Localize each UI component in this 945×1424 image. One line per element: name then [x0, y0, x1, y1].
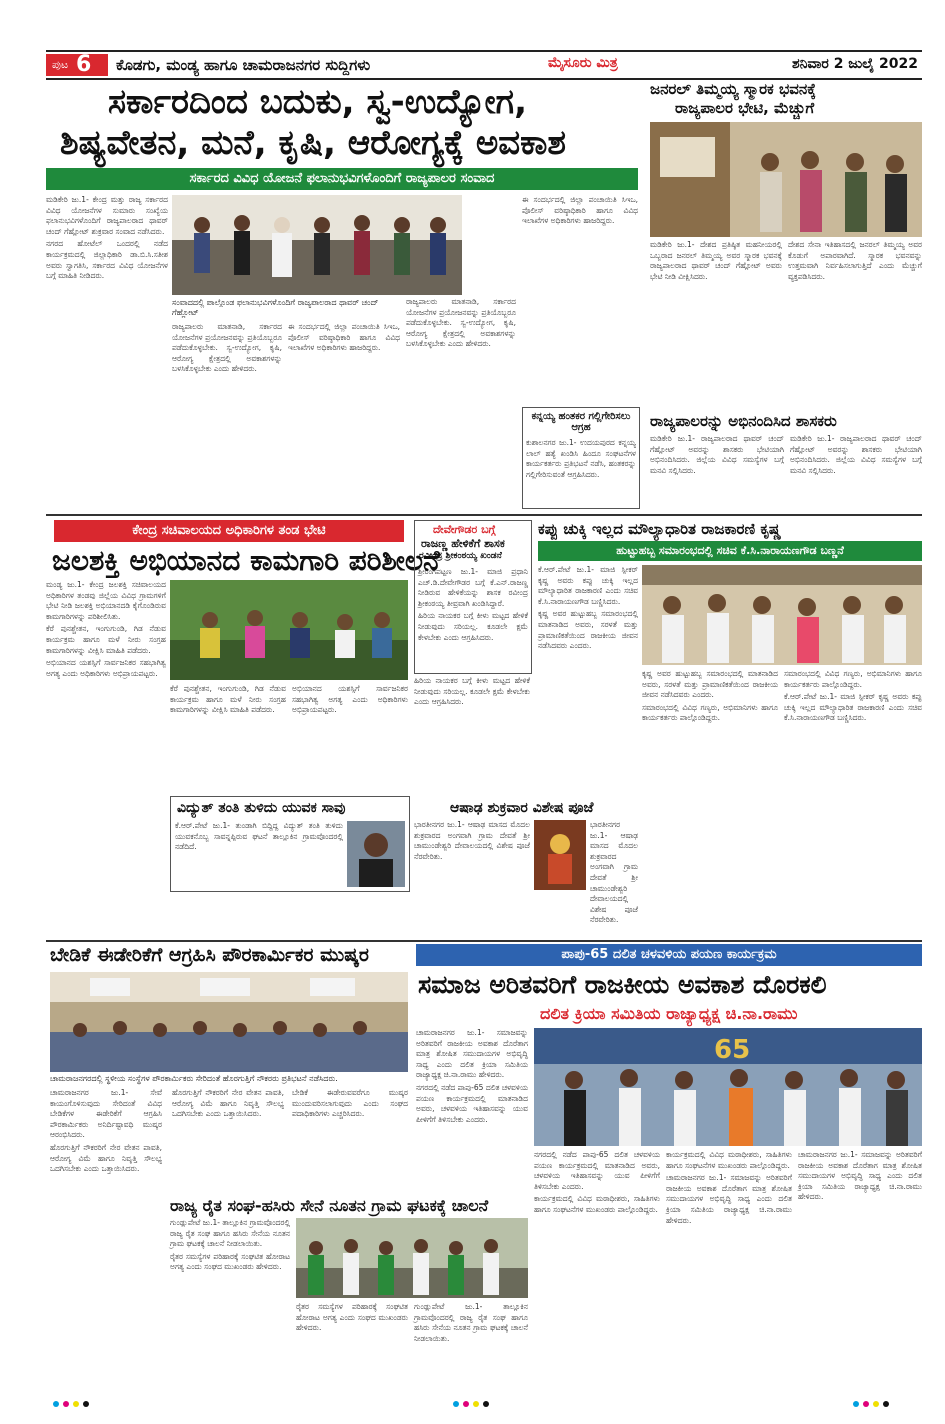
story5-column-1 [46, 580, 166, 890]
story2-column-2 [788, 240, 922, 408]
story-paragraph: ರೈತರ ಸಮಸ್ಯೆಗಳ ಪರಿಹಾರಕ್ಕೆ ಸಂಘಟಿತ ಹೋರಾಟ ಅಗತ್ಯ ಎಂದು ಸಂಘದ ಮುಖಂಡರು ಹೇಳಿದರು. [296, 1302, 408, 1333]
story8-column-1 [414, 820, 530, 890]
section-divider [46, 514, 922, 516]
story10-photo-caption: ಚಾಮರಾಜನಗರದಲ್ಲಿ ಸ್ಥಳೀಯ ಸಂಸ್ಥೆಗಳ ಪೌರಕಾರ್ಮಿಕರು ಸೇರಿದಂತೆ ಹೊರಗುತ್ತಿಗೆ ನೌಕರರು ಪ್ರತಿಭಟನೆ ನಡೆಸಿದರು. [50, 1074, 338, 1083]
lead-paragraph: ಮಡಿಕೇರಿ ಜು.1- ಕೇಂದ್ರ ಮತ್ತು ರಾಜ್ಯ ಸರ್ಕಾರದ ವಿವಿಧ ಯೋಜನೆಗಳ ಸುಮಾರು ಸಂಖ್ಯೆಯ ಫಲಾನುಭವಿಗಳೊಂದಿಗೆ ರಾಜ್ಯಪಾಲರಾದ ಥಾವರ್ ಚಂದ್ ಗೆಹ್ಲೋಟ್ ಶುಕ್ರವಾರ ಸಂವಾದ ನಡೆಸಿದರು. [46, 195, 168, 236]
registration-marks [0, 1392, 945, 1416]
story5-photo [170, 580, 408, 680]
story10-column-2 [172, 1088, 284, 1188]
story-paragraph: ಮಡಿಕೇರಿ ಜು.1- ರಾಜ್ಯಪಾಲರಾದ ಥಾವರ್ ಚಂದ್ ಗೆಹ್ಲೋಟ್ ಅವರನ್ನು ಶಾಸಕರು ಭೇಟಿಯಾಗಿ ಅಭಿನಂದಿಸಿದರು. ಜಿಲ್ಲೆಯ ವಿವಿಧ ಸಮಸ್ಯೆಗಳ ಬಗ್ಗೆ ಮನವಿ ಸಲ್ಲಿಸಿದರು. [650, 434, 784, 475]
page-number-badge [46, 54, 108, 76]
lead-photo-image [172, 195, 462, 295]
story8-column-2 [590, 820, 638, 925]
story2-column-1 [650, 240, 782, 408]
lead-headline-line1: ಸರ್ಕಾರದಿಂದ ಬದುಕು, ಸ್ವ-ಉದ್ಯೋಗ, [108, 82, 527, 122]
lead-column-2 [172, 322, 282, 507]
story11-kicker: ಪಾಪು-65 ದಲಿತ ಚಳವಳಿಯ ಪಯಣ ಕಾರ್ಯಕ್ರಮ [416, 944, 922, 966]
story11-column-4 [798, 1150, 922, 1380]
story5-column-3 [292, 684, 408, 792]
story-paragraph: ಮಡಿಕೇರಿ ಜು.1- ರಾಜ್ಯಪಾಲರಾದ ಥಾವರ್ ಚಂದ್ ಗೆಹ್ಲೋಟ್ ಅವರನ್ನು ಶಾಸಕರು ಭೇಟಿಯಾಗಿ ಅಭಿನಂದಿಸಿದರು. ಜಿಲ್ಲೆಯ ವಿವಿಧ ಸಮಸ್ಯೆಗಳ ಬಗ್ಗೆ ಮನವಿ ಸಲ್ಲಿಸಿದರು. [790, 434, 922, 475]
lead-paragraph: ಈ ಸಂದರ್ಭದಲ್ಲಿ ಜಿಲ್ಲಾ ಪಂಚಾಯಿತಿ ಸಿಇಒ, ಪೊಲೀಸ್ ವರಿಷ್ಠಾಧಿಕಾರಿ ಹಾಗೂ ವಿವಿಧ ಇಲಾಖೆಗಳ ಅಧಿಕಾರಿಗಳು ಹಾಜರಿದ್ದರು. [288, 322, 400, 353]
masthead-brand: ಮೈಸೂರು ಮಿತ್ರ [548, 55, 618, 71]
story-paragraph: ಹೊರಗುತ್ತಿಗೆ ನೌಕರರಿಗೆ ನೇರ ವೇತನ ಪಾವತಿ, ಆರೋಗ್ಯ ವಿಮೆ ಹಾಗೂ ನಿವೃತ್ತಿ ಸೌಲಭ್ಯ ಒದಗಿಸಬೇಕು ಎಂದು ಒತ್ತಾಯಿಸಿದರು. [50, 1142, 162, 1174]
story2-photo-image [650, 122, 922, 237]
story-box-devegowda [414, 520, 532, 674]
story-paragraph: ಕೆ.ಆರ್.ಪೇಟೆ ಜು.1- ಮಾಜಿ ಸ್ಪೀಕರ್ ಕೃಷ್ಣ ಅವರು ಕಪ್ಪು ಚುಕ್ಕಿ ಇಲ್ಲದ ಮೌಲ್ಯಾಧಾರಿತ ರಾಜಕಾರಣಿ ಎಂದು ಸಚಿವ ಕೆ.ಸಿ.ನಾರಾಯಣಗೌಡ ಬಣ್ಣಿಸಿದರು. [538, 565, 638, 606]
story-paragraph: ಚಾಮರಾಜನಗರ ಜು.1- ಸಮಾಜವನ್ನು ಅರಿತವರಿಗೆ ರಾಜಕೀಯ ಅವಕಾಶ ದೊರೆತಾಗ ಮಾತ್ರ ಶೋಷಿತ ಸಮುದಾಯಗಳ ಅಭಿವೃದ್ಧಿ ಸಾಧ್ಯ ಎಂದು ದಲಿತ ಕ್ರಿಯಾ ಸಮಿತಿಯ ರಾಜ್ಯಾಧ್ಯಕ್ಷ ಚಿ.ನಾ.ರಾಮು ಹೇಳಿದರು. [416, 1028, 528, 1080]
story-paragraph: ಕೆರೆ ಪುನಶ್ಚೇತನ, ಇಂಗುಗುಂಡಿ, ಗಿಡ ನೆಡುವ ಕಾರ್ಯಕ್ರಮ ಹಾಗೂ ಮಳೆ ನೀರು ಸಂಗ್ರಹ ಕಾಮಗಾರಿಗಳನ್ನು ವೀಕ್ಷಿಸಿ ಮಾಹಿತಿ ಪಡೆದರು. [170, 684, 286, 715]
story-paragraph: ರೈತರ ಸಮಸ್ಯೆಗಳ ಪರಿಹಾರಕ್ಕೆ ಸಂಘಟಿತ ಹೋರಾಟ ಅಗತ್ಯ ಎಂದು ಸಂಘದ ಮುಖಂಡರು ಹೇಳಿದರು. [170, 1251, 290, 1272]
story5-kicker: ಕೇಂದ್ರ ಸಚಿವಾಲಯದ ಅಧಿಕಾರಿಗಳ ತಂಡ ಭೇಟಿ [54, 520, 404, 542]
story-paragraph: ಹಿರಿಯ ನಾಯಕರ ಬಗ್ಗೆ ಕೀಳು ಮಟ್ಟದ ಹೇಳಿಕೆ ನೀಡುವುದು ಸರಿಯಲ್ಲ. ಕೂಡಲೇ ಕ್ಷಮೆ ಕೇಳಬೇಕು ಎಂದು ಆಗ್ರಹಿಸಿದರು. [414, 676, 530, 707]
victim-portrait-image [347, 821, 405, 887]
story9-photo [642, 565, 922, 665]
story9-column-3 [784, 669, 922, 889]
lead-column-3 [288, 322, 400, 507]
deity-photo-image [534, 820, 586, 890]
story9-subheadline: ಹುಟ್ಟುಹಬ್ಬ ಸಮಾರಂಭದಲ್ಲಿ ಸಚಿವ ಕೆ.ಸಿ.ನಾರಾಯಣಗೌಡ ಬಣ್ಣನೆ [538, 541, 922, 561]
story9-column-2 [642, 669, 778, 889]
story11-photo [534, 1028, 922, 1146]
story7-headline-line3: ರವೀಂದ್ರ ಶ್ರೀಕಂಠಯ್ಯ ಖಂಡನೆ [419, 551, 502, 561]
story-body [175, 821, 343, 887]
story-paragraph: ಕುಶಾಲನಗರ ಜು.1- ಉದಯಪುರದ ಕನ್ನಯ್ಯ ಲಾಲ್ ಹತ್ಯೆ ಖಂಡಿಸಿ ಹಿಂದೂ ಸಂಘಟನೆಗಳ ಕಾರ್ಯಕರ್ತರು ಪ್ರತಿಭಟನೆ ನಡೆಸಿ, ಹಂತಕರನ್ನು ಗಲ್ಲಿಗೇರಿಸುವಂತೆ ಆಗ್ರಹಿಸಿದರು. [526, 438, 636, 479]
story-paragraph: ದೇಶದ ಸೇನಾ ಇತಿಹಾಸದಲ್ಲಿ ಜನರಲ್ ತಿಮ್ಮಯ್ಯ ಅವರ ಕೊಡುಗೆ ಅಪಾರವಾಗಿದೆ. ಸ್ಮಾರಕ ಭವನವನ್ನು ಉತ್ತಮವಾಗಿ ನಿರ್ವಹಿಸಲಾಗುತ್ತಿದೆ ಎಂದು ಮೆಚ್ಚುಗೆ ವ್ಯಕ್ತಪಡಿಸಿದರು. [788, 240, 922, 281]
lead-paragraph: ರಾಜ್ಯಪಾಲರು ಮಾತನಾಡಿ, ಸರ್ಕಾರದ ಯೋಜನೆಗಳ ಪ್ರಯೋಜನವನ್ನು ಪ್ರತಿಯೊಬ್ಬರೂ ಪಡೆದುಕೊಳ್ಳಬೇಕು. ಸ್ವ-ಉದ್ಯೋಗ, ಕೃಷಿ, ಆರೋಗ್ಯ ಕ್ಷೇತ್ರದಲ್ಲಿ ಅವಕಾಶಗಳನ್ನು ಬಳಸಿಕೊಳ್ಳಬೇಕು ಎಂದು ಹೇಳಿದರು. [406, 297, 516, 349]
story-paragraph: ಚಾಮರಾಜನಗರ ಜು.1- ಸಮಾಜವನ್ನು ಅರಿತವರಿಗೆ ರಾಜಕೀಯ ಅವಕಾಶ ದೊರೆತಾಗ ಮಾತ್ರ ಶೋಷಿತ ಸಮುದಾಯಗಳ ಅಭಿವೃದ್ಧಿ ಸಾಧ್ಯ ಎಂದು ದಲಿತ ಕ್ರಿಯಾ ಸಮಿತಿಯ ರಾಜ್ಯಾಧ್ಯಕ್ಷ ಚಿ.ನಾ.ರಾಮು ಹೇಳಿದರು. [798, 1150, 922, 1202]
story12-column-1 [170, 1218, 290, 1378]
story12-photo-image [296, 1218, 528, 1298]
story12-column-2 [296, 1302, 408, 1378]
story-paragraph: ಕೆರೆ ಪುನಶ್ಚೇತನ, ಇಂಗುಗುಂಡಿ, ಗಿಡ ನೆಡುವ ಕಾರ್ಯಕ್ರಮ ಹಾಗೂ ಮಳೆ ನೀರು ಸಂಗ್ರಹ ಕಾಮಗಾರಿಗಳನ್ನು ವೀಕ್ಷಿಸಿ ಮಾಹಿತಿ ಪಡೆದರು. [46, 624, 166, 655]
story10-column-1 [50, 1088, 162, 1312]
story10-photo-image [50, 972, 408, 1072]
story11-headline: ಸಮಾಜ ಅರಿತವರಿಗೆ ರಾಜಕೀಯ ಅವಕಾಶ ದೊರಕಲಿ [418, 970, 827, 999]
story8-photo [534, 820, 586, 890]
story9-headline: ಕಪ್ಪು ಚುಕ್ಕಿ ಇಲ್ಲದ ಮೌಲ್ಯಾಧಾರಿತ ರಾಜಕಾರಣಿ ಕೃಷ್ಣ [538, 520, 782, 538]
story11-column-1 [416, 1028, 528, 1196]
story-paragraph: ಹಿರಿಯ ನಾಯಕರ ಬಗ್ಗೆ ಕೀಳು ಮಟ್ಟದ ಹೇಳಿಕೆ ನೀಡುವುದು ಸರಿಯಲ್ಲ. ಕೂಡಲೇ ಕ್ಷಮೆ ಕೇಳಬೇಕು ಎಂದು ಆಗ್ರಹಿಸಿದರು. [418, 611, 528, 642]
story7-headline-line1: ದೇವೇಗೌಡರ ಬಗ್ಗೆ [433, 523, 496, 536]
lead-photo [172, 195, 462, 295]
story9-photo-image [642, 565, 922, 665]
story-paragraph: ಅಭಿಯಾನದ ಯಶಸ್ಸಿಗೆ ಸಾರ್ವಜನಿಕರ ಸಹಭಾಗಿತ್ವ ಅಗತ್ಯ ಎಂದು ಅಧಿಕಾರಿಗಳು ಅಭಿಪ್ರಾಯಪಟ್ಟರು. [46, 658, 166, 678]
story-headline: ವಿದ್ಯುತ್ ತಂತಿ ತುಳಿದು ಯುವಕ ಸಾವು [177, 800, 346, 816]
story-paragraph: ಕೃಷ್ಣ ಅವರ ಹುಟ್ಟುಹಬ್ಬ ಸಮಾರಂಭದಲ್ಲಿ ಮಾತನಾಡಿದ ಅವರು, ಸರಳತೆ ಮತ್ತು ಪ್ರಾಮಾಣಿಕತೆಯಿಂದ ರಾಜಕೀಯ ಜೀವನ ನಡೆಸಿದವರು ಎಂದರು. [538, 609, 638, 651]
story-paragraph: ಕಾರ್ಯಕ್ರಮದಲ್ಲಿ ವಿವಿಧ ಮಠಾಧೀಶರು, ಸಾಹಿತಿಗಳು ಹಾಗೂ ಸಂಘಟನೆಗಳ ಮುಖಂಡರು ಪಾಲ್ಗೊಂಡಿದ್ದರು. [534, 1194, 660, 1214]
story-paragraph: ಹೊರಗುತ್ತಿಗೆ ನೌಕರರಿಗೆ ನೇರ ವೇತನ ಪಾವತಿ, ಆರೋಗ್ಯ ವಿಮೆ ಹಾಗೂ ನಿವೃತ್ತಿ ಸೌಲಭ್ಯ ಒದಗಿಸಬೇಕು ಎಂದು ಒತ್ತಾಯಿಸಿದರು. [172, 1088, 284, 1119]
story-paragraph: ಭಾರತೀನಗರ ಜು.1- ಆಷಾಢ ಮಾಸದ ಮೊದಲ ಶುಕ್ರವಾರದ ಅಂಗವಾಗಿ ಗ್ರಾಮ ದೇವತೆ ಶ್ರೀ ಚಾಮುಂಡೇಶ್ವರಿ ದೇವಾಲಯದಲ್ಲಿ ವಿಶೇಷ ಪೂಜೆ ನೆರವೇರಿತು. [590, 820, 638, 925]
story-paragraph: ಕೆ.ಆರ್.ಪೇಟೆ ಜು.1- ಮಾಜಿ ಸ್ಪೀಕರ್ ಕೃಷ್ಣ ಅವರು ಕಪ್ಪು ಚುಕ್ಕಿ ಇಲ್ಲದ ಮೌಲ್ಯಾಧಾರಿತ ರಾಜಕಾರಣಿ ಎಂದು ಸಚಿವ ಕೆ.ಸಿ.ನಾರಾಯಣಗೌಡ ಬಣ್ಣಿಸಿದರು. [784, 692, 922, 723]
lead-column-1 [46, 195, 168, 507]
story11-column-2 [534, 1150, 660, 1380]
svg-text:65: 65 [714, 1035, 751, 1065]
story3-column-1 [650, 434, 784, 510]
story9-column-1 [538, 565, 638, 795]
story12-column-3 [414, 1302, 528, 1378]
lead-paragraph: ನಗರದ ಹೋಟೆಲ್ ಒಂದರಲ್ಲಿ ನಡೆದ ಕಾರ್ಯಕ್ರಮದಲ್ಲಿ ಜಿಲ್ಲಾಧಿಕಾರಿ ಡಾ.ಬಿ.ಸಿ.ಸತೀಶ ಅವರು ಸ್ವಾಗತಿಸಿ, ಸರ್ಕಾರದ ವಿವಿಧ ಯೋಜನೆಗಳ ಬಗ್ಗೆ ಮಾಹಿತಿ ನೀಡಿದರು. [46, 239, 168, 281]
story7-headline-line2: ರಾಜಣ್ಣ ಹೇಳಿಕೆಗೆ ಶಾಸಕ [421, 537, 505, 550]
story12-photo [296, 1218, 528, 1298]
story10-photo [50, 972, 408, 1072]
story10-headline: ಬೇಡಿಕೆ ಈಡೇರಿಕೆಗೆ ಆಗ್ರಹಿಸಿ ಪೌರಕಾರ್ಮಿಕರ ಮುಷ್ಕರ [50, 944, 369, 966]
story-paragraph: ಗುಂಡ್ಲುಪೇಟೆ ಜು.1- ತಾಲ್ಲೂಕಿನ ಗ್ರಾಮವೊಂದರಲ್ಲಿ ರಾಜ್ಯ ರೈತ ಸಂಘ ಹಾಗೂ ಹಸಿರು ಸೇನೆಯ ನೂತನ ಗ್ರಾಮ ಘಟಕಕ್ಕೆ ಚಾಲನೆ ನೀಡಲಾಯಿತು. [414, 1302, 528, 1343]
story7-continued [414, 676, 530, 796]
page-label: ಪುಟ [52, 58, 69, 71]
story-paragraph: ಬೇಡಿಕೆ ಈಡೇರುವವರೆಗೂ ಮುಷ್ಕರ ಮುಂದುವರಿಸಲಾಗುವುದು ಎಂದು ಸಂಘದ ಪದಾಧಿಕಾರಿಗಳು ಎಚ್ಚರಿಸಿದರು. [292, 1088, 408, 1119]
story-paragraph: ಚಾಮರಾಜನಗರ ಜು.1- ಸೇವೆ ಕಾಯಂಗೊಳಿಸುವುದು ಸೇರಿದಂತೆ ವಿವಿಧ ಬೇಡಿಕೆಗಳ ಈಡೇರಿಕೆಗೆ ಆಗ್ರಹಿಸಿ ಪೌರಕಾರ್ಮಿಕರು ಅನಿರ್ದಿಷ್ಟಾವಧಿ ಮುಷ್ಕರ ಆರಂಭಿಸಿದರು. [50, 1088, 162, 1140]
story11-photo-image [534, 1028, 922, 1146]
section-title: ಕೊಡಗು, ಮಂಡ್ಯ ಹಾಗೂ ಚಾಮರಾಜನಗರ ಸುದ್ದಿಗಳು [116, 56, 371, 74]
story-paragraph: ಕಾರ್ಯಕ್ರಮದಲ್ಲಿ ವಿವಿಧ ಮಠಾಧೀಶರು, ಸಾಹಿತಿಗಳು ಹಾಗೂ ಸಂಘಟನೆಗಳ ಮುಖಂಡರು ಪಾಲ್ಗೊಂಡಿದ್ದರು. [666, 1150, 792, 1170]
story-headline: ಕನ್ನಯ್ಯ ಹಂತಕರ ಗಲ್ಲಿಗೇರಿಸಲು ಆಗ್ರಹ [531, 411, 631, 433]
page-header [46, 50, 922, 80]
story-paragraph: ಚಾಮರಾಜನಗರ ಜು.1- ಸಮಾಜವನ್ನು ಅರಿತವರಿಗೆ ರಾಜಕೀಯ ಅವಕಾಶ ದೊರೆತಾಗ ಮಾತ್ರ ಶೋಷಿತ ಸಮುದಾಯಗಳ ಅಭಿವೃದ್ಧಿ ಸಾಧ್ಯ ಎಂದು ದಲಿತ ಕ್ರಿಯಾ ಸಮಿತಿಯ ರಾಜ್ಯಾಧ್ಯಕ್ಷ ಚಿ.ನಾ.ರಾಮು ಹೇಳಿದರು. [666, 1173, 792, 1225]
story11-column-3 [666, 1150, 792, 1380]
story11-subheadline: ದಲಿತ ಕ್ರಿಯಾ ಸಮಿತಿಯ ರಾಜ್ಯಾಧ್ಯಕ್ಷ ಚಿ.ನಾ.ರಾಮು [540, 1004, 798, 1023]
story-box-electrocution [170, 796, 410, 892]
story-paragraph: ಸಮಾರಂಭದಲ್ಲಿ ವಿವಿಧ ಗಣ್ಯರು, ಅಭಿಮಾನಿಗಳು ಹಾಗೂ ಕಾರ್ಯಕರ್ತರು ಪಾಲ್ಗೊಂಡಿದ್ದರು. [642, 702, 778, 723]
story-paragraph: ಕೃಷ್ಣ ಅವರ ಹುಟ್ಟುಹಬ್ಬ ಸಮಾರಂಭದಲ್ಲಿ ಮಾತನಾಡಿದ ಅವರು, ಸರಳತೆ ಮತ್ತು ಪ್ರಾಮಾಣಿಕತೆಯಿಂದ ರಾಜಕೀಯ ಜೀವನ ನಡೆಸಿದವರು ಎಂದರು. [642, 669, 778, 700]
story5-column-2 [170, 684, 286, 792]
story-paragraph: ಅಭಿಯಾನದ ಯಶಸ್ಸಿಗೆ ಸಾರ್ವಜನಿಕರ ಸಹಭಾಗಿತ್ವ ಅಗತ್ಯ ಎಂದು ಅಧಿಕಾರಿಗಳು ಅಭಿಪ್ರಾಯಪಟ್ಟರು. [292, 684, 408, 715]
story12-headline: ರಾಜ್ಯ ರೈತ ಸಂಘ-ಹಸಿರು ಸೇನೆ ನೂತನ ಗ್ರಾಮ ಘಟಕಕ್ಕೆ ಚಾಲನೆ [170, 1196, 489, 1215]
story2-headline-line1: ಜನರಲ್ ತಿಮ್ಮಯ್ಯ ಸ್ಮಾರಕ ಭವನಕ್ಕೆ [650, 80, 816, 98]
story-paragraph: ಮಂಡ್ಯ ಜು.1- ಕೇಂದ್ರ ಜಲಶಕ್ತಿ ಸಚಿವಾಲಯದ ಅಧಿಕಾರಿಗಳ ತಂಡವು ಜಿಲ್ಲೆಯ ವಿವಿಧ ಗ್ರಾಮಗಳಿಗೆ ಭೇಟಿ ನೀಡಿ ಜಲಶಕ್ತಿ ಅಭಿಯಾನದಡಿ ಕೈಗೊಂಡಿರುವ ಕಾಮಗಾರಿಗಳನ್ನು ಪರಿಶೀಲಿಸಿತು. [46, 580, 166, 621]
lead-paragraph: ಈ ಸಂದರ್ಭದಲ್ಲಿ ಜಿಲ್ಲಾ ಪಂಚಾಯಿತಿ ಸಿಇಒ, ಪೊಲೀಸ್ ವರಿಷ್ಠಾಧಿಕಾರಿ ಹಾಗೂ ವಿವಿಧ ಇಲಾಖೆಗಳ ಅಧಿಕಾರಿಗಳು ಹಾಜರಿದ್ದರು. [522, 195, 638, 226]
story-paragraph: ಭಾರತೀನಗರ ಜು.1- ಆಷಾಢ ಮಾಸದ ಮೊದಲ ಶುಕ್ರವಾರದ ಅಂಗವಾಗಿ ಗ್ರಾಮ ದೇವತೆ ಶ್ರೀ ಚಾಮುಂಡೇಶ್ವರಿ ದೇವಾಲಯದಲ್ಲಿ ವಿಶೇಷ ಪೂಜೆ ನೆರವೇರಿತು. [414, 820, 530, 861]
story-paragraph: ಸಮಾರಂಭದಲ್ಲಿ ವಿವಿಧ ಗಣ್ಯರು, ಅಭಿಮಾನಿಗಳು ಹಾಗೂ ಕಾರ್ಯಕರ್ತರು ಪಾಲ್ಗೊಂಡಿದ್ದರು. [784, 669, 922, 689]
story5-headline: ಜಲಶಕ್ತಿ ಅಭಿಯಾನದ ಕಾಮಗಾರಿ ಪರಿಶೀಲನೆ [52, 544, 440, 577]
story-paragraph: ಗುಂಡ್ಲುಪೇಟೆ ಜು.1- ತಾಲ್ಲೂಕಿನ ಗ್ರಾಮವೊಂದರಲ್ಲಿ ರಾಜ್ಯ ರೈತ ಸಂಘ ಹಾಗೂ ಹಸಿರು ಸೇನೆಯ ನೂತನ ಗ್ರಾಮ ಘಟಕಕ್ಕೆ ಚಾಲನೆ ನೀಡಲಾಯಿತು. [170, 1218, 290, 1249]
story-paragraph: ಮಡಿಕೇರಿ ಜು.1- ದೇಶದ ಪ್ರತಿಷ್ಠಿತ ಮಹನೀಯರಲ್ಲಿ ಒಬ್ಬರಾದ ಜನರಲ್ ತಿಮ್ಮಯ್ಯ ಅವರ ಸ್ಮಾರಕ ಭವನಕ್ಕೆ ರಾಜ್ಯಪಾಲರಾದ ಥಾವರ್ ಚಂದ್ ಗೆಹ್ಲೋಟ್ ಅವರು ಭೇಟಿ ನೀಡಿ ವೀಕ್ಷಿಸಿದರು. [650, 240, 782, 281]
victim-portrait [347, 821, 405, 887]
lead-photo-caption: ಸಂವಾದದಲ್ಲಿ ಪಾಲ್ಗೊಂಡ ಫಲಾನುಭವಿಗಳೊಂದಿಗೆ ರಾಜ್ಯಪಾಲರಾದ ಥಾವರ್ ಚಂದ್ ಗೆಹ್ಲೋಟ್ [172, 298, 379, 317]
page-number: 6 [76, 52, 92, 77]
story3-headline: ರಾಜ್ಯಪಾಲರನ್ನು ಅಭಿನಂದಿಸಿದ ಶಾಸಕರು [650, 412, 837, 430]
story-paragraph: ನಗರದಲ್ಲಿ ನಡೆದ ಪಾಪು-65 ದಲಿತ ಚಳವಳಿಯ ಪಯಣ ಕಾರ್ಯಕ್ರಮದಲ್ಲಿ ಮಾತನಾಡಿದ ಅವರು, ಚಳವಳಿಯ ಇತಿಹಾಸವನ್ನು ಯುವ ಪೀಳಿಗೆಗೆ ತಿಳಿಸಬೇಕು ಎಂದರು. [416, 1082, 528, 1124]
story-box-kannayya [522, 407, 640, 509]
story5-photo-image [170, 580, 408, 680]
section-divider [46, 940, 922, 942]
lead-paragraph: ರಾಜ್ಯಪಾಲರು ಮಾತನಾಡಿ, ಸರ್ಕಾರದ ಯೋಜನೆಗಳ ಪ್ರಯೋಜನವನ್ನು ಪ್ರತಿಯೊಬ್ಬರೂ ಪಡೆದುಕೊಳ್ಳಬೇಕು. ಸ್ವ-ಉದ್ಯೋಗ, ಕೃಷಿ, ಆರೋಗ್ಯ ಕ್ಷೇತ್ರದಲ್ಲಿ ಅವಕಾಶಗಳನ್ನು ಬಳಸಿಕೊಳ್ಳಬೇಕು ಎಂದು ಹೇಳಿದರು. [172, 322, 282, 374]
lead-subheadline: ಸರ್ಕಾರದ ವಿವಿಧ ಯೋಜನೆ ಫಲಾನುಭವಿಗಳೊಂದಿಗೆ ರಾಜ್ಯಪಾಲರ ಸಂವಾದ [46, 168, 638, 190]
lead-headline-line2: ಶಿಷ್ಯವೇತನ, ಮನೆ, ಕೃಷಿ, ಆರೋಗ್ಯಕ್ಕೆ ಅವಕಾಶ [60, 123, 567, 163]
story3-column-2 [790, 434, 922, 510]
issue-date: ಶನಿವಾರ 2 ಜುಲೈ 2022 [792, 56, 918, 72]
story-body [418, 567, 528, 669]
story2-headline-line2: ರಾಜ್ಯಪಾಲರ ಭೇಟಿ, ಮೆಚ್ಚುಗೆ [675, 99, 815, 117]
story2-photo [650, 122, 922, 237]
story-paragraph: ನಗರದಲ್ಲಿ ನಡೆದ ಪಾಪು-65 ದಲಿತ ಚಳವಳಿಯ ಪಯಣ ಕಾರ್ಯಕ್ರಮದಲ್ಲಿ ಮಾತನಾಡಿದ ಅವರು, ಚಳವಳಿಯ ಇತಿಹಾಸವನ್ನು ಯುವ ಪೀಳಿಗೆಗೆ ತಿಳಿಸಬೇಕು ಎಂದರು. [534, 1150, 660, 1191]
story8-headline: ಆಷಾಢ ಶುಕ್ರವಾರ ವಿಶೇಷ ಪೂಜೆ [450, 800, 594, 816]
story-paragraph: ಕೆ.ಆರ್.ಪೇಟೆ ಜು.1- ತುಂಡಾಗಿ ಬಿದ್ದಿದ್ದ ವಿದ್ಯುತ್ ತಂತಿ ತುಳಿದು ಯುವಕನೊಬ್ಬ ಸಾವನ್ನಪ್ಪಿರುವ ಘಟನೆ ತಾಲ್ಲೂಕಿನ ಗ್ರಾಮವೊಂದರಲ್ಲಿ ನಡೆದಿದೆ. [175, 821, 343, 852]
lead-column-4 [406, 297, 516, 507]
story-paragraph: ಶ್ರೀರಂಗಪಟ್ಟಣ ಜು.1- ಮಾಜಿ ಪ್ರಧಾನಿ ಎಚ್.ಡಿ.ದೇವೇಗೌಡರ ಬಗ್ಗೆ ಕೆ.ಎನ್.ರಾಜಣ್ಣ ನೀಡಿರುವ ಹೇಳಿಕೆಯನ್ನು ಶಾಸಕ ರವೀಂದ್ರ ಶ್ರೀಕಂಠಯ್ಯ ತೀವ್ರವಾಗಿ ಖಂಡಿಸಿದ್ದಾರೆ. [418, 567, 528, 608]
story10-column-3 [292, 1088, 408, 1188]
story-body [526, 438, 636, 504]
